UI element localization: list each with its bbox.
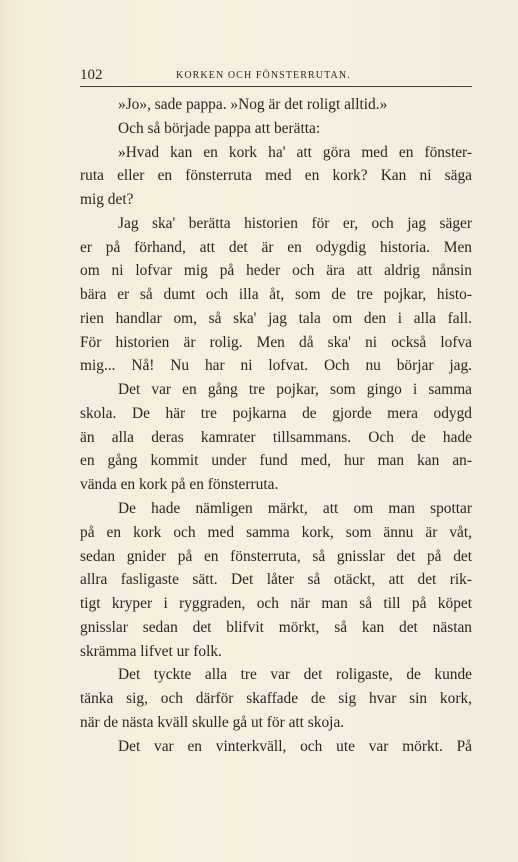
- text-line: vända en kork på en fönsterruta.: [80, 476, 279, 494]
- text-line: Jag ska' berätta historien för er, och jag säger: [118, 214, 472, 232]
- running-head: KORKEN OCH FÖNSTERRUTAN.: [176, 70, 351, 81]
- text-line: tänka sig, och därför skaffade de sig hvar sin kork,: [80, 690, 472, 708]
- page-number: 102: [80, 67, 103, 83]
- text-line: er på förhand, att det är en odygdig historia. Men: [80, 238, 472, 256]
- text-line: om ni lofvar mig på heder och ära att aldrig nånsin: [80, 262, 472, 280]
- text-line: Det var en gång tre pojkar, som gingo i samma: [118, 381, 472, 399]
- text-line: när de nästa kväll skulle gå ut för att skoja.: [80, 713, 345, 731]
- text-line: rien handlar om, så ska' jag tala om den i alla fall.: [80, 309, 472, 327]
- text-line: Det tyckte alla tre var det roligaste, de kunde: [118, 666, 472, 684]
- text-line: tigt kryper i ryggraden, och när man så till på köpet: [80, 595, 472, 613]
- text-line: en gång kommit under fund med, hur man kan an-: [80, 452, 472, 470]
- text-line: skrämma lifvet ur folk.: [80, 642, 222, 660]
- text-line: Och så började pappa att berätta:: [118, 119, 321, 137]
- text-line: på en kork och med samma kork, som ännu är våt,: [80, 523, 472, 541]
- text-line: »Hvad kan en kork ha' att göra med en fönster-: [118, 143, 472, 161]
- text-line: mig det?: [80, 191, 134, 209]
- text-line: än alla deras kamrater tillsammans. Och de hade: [80, 428, 472, 446]
- text-line: gnisslar sedan det blifvit mörkt, så kan det nästan: [80, 618, 472, 636]
- text-line: ruta eller en fönsterruta med en kork? Kan ni säga: [80, 167, 472, 185]
- text-line: »Jo», sade pappa. »Nog är det roligt alltid.»: [118, 96, 388, 113]
- body-text: [80, 93, 472, 758]
- text-line: skola. De här tre pojkarna de gjorde mera odygd: [80, 404, 472, 422]
- text-line: sedan gnider på en fönsterruta, så gnisslar det på det: [80, 547, 472, 565]
- text-line: allra fasligaste sätt. Det låter så otäckt, att det rik-: [80, 571, 472, 589]
- page-header: [80, 66, 472, 87]
- text-line: Det var en vinterkväll, och ute var mörkt. På: [118, 737, 472, 755]
- text-line: mig... Nå! Nu har ni lofvat. Och nu börjar jag.: [80, 357, 472, 375]
- text-line: De hade nämligen märkt, att om man spottar: [118, 500, 472, 518]
- text-line: bära er så dumt och illa åt, som de tre pojkar, histo-: [80, 286, 472, 304]
- text-line: För historien är rolig. Men då ska' ni också lofva: [80, 333, 472, 351]
